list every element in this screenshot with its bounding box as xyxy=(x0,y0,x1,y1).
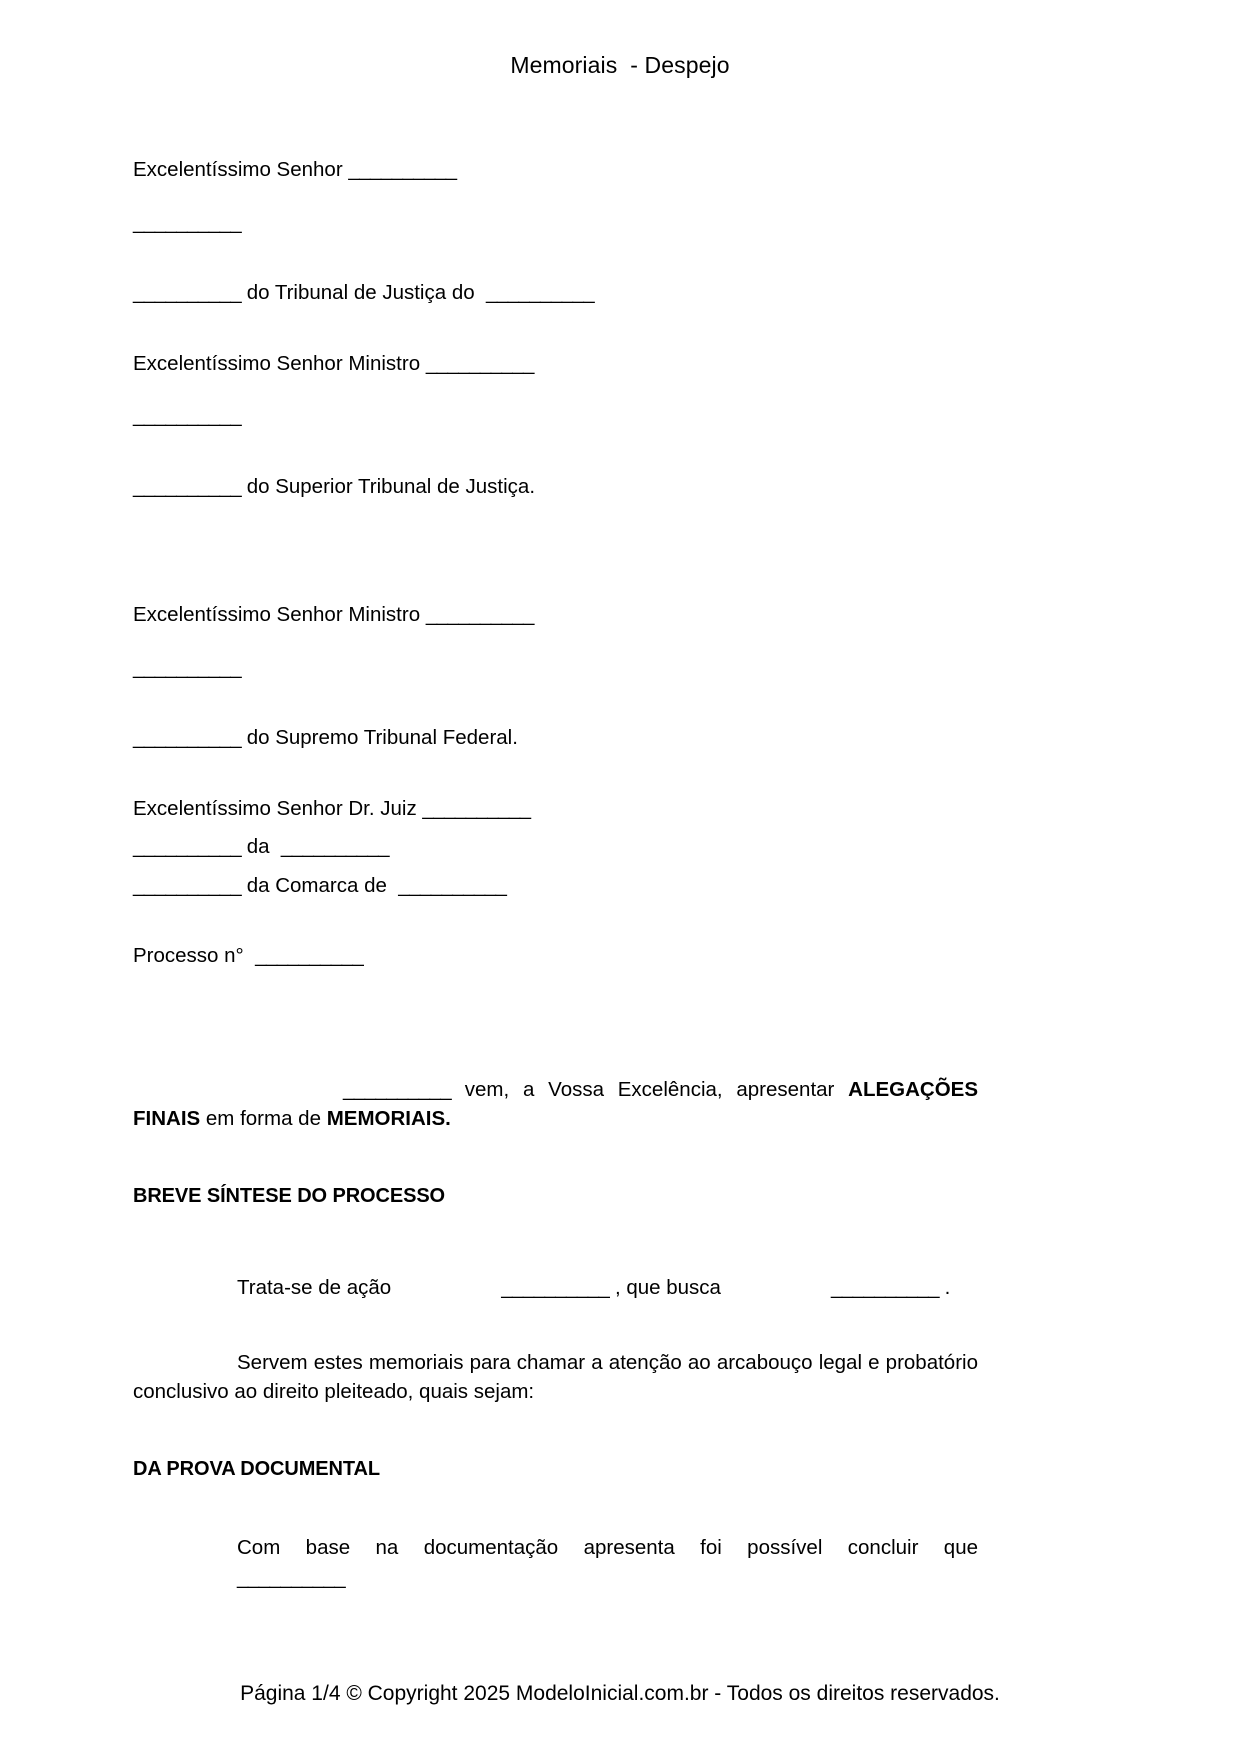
blank-field-comarca-2[interactable]: __________ xyxy=(398,873,507,897)
processo-line xyxy=(133,946,978,967)
processo-label: Processo n° xyxy=(133,944,256,967)
intro-memoriais: MEMORIAIS. xyxy=(326,1106,451,1130)
intro-text: vem, a Vossa Excelência, apresentar xyxy=(451,1077,849,1101)
blank-field-acao-tipo[interactable]: __________ xyxy=(501,1275,610,1299)
addressing-line-senhor xyxy=(133,160,978,181)
blank-field-juiz-vara-2[interactable]: __________ xyxy=(280,835,389,858)
blank-field-tribunal-justica-1[interactable]: __________ xyxy=(133,281,242,304)
addressing-line-ministro-stf-2 xyxy=(133,655,978,679)
addressing-line-juiz xyxy=(133,796,978,820)
blank-field-ministro-stf-1[interactable]: __________ xyxy=(425,603,534,626)
blank-field-acao-objeto[interactable]: __________ xyxy=(830,1275,939,1299)
blank-field-tribunal-justica-2[interactable]: __________ xyxy=(486,281,595,304)
addressing-line-supremo-tribunal xyxy=(133,728,978,749)
blank-field-prova-documental[interactable]: __________ xyxy=(237,1565,346,1589)
section-heading-breve-sintese: BREVE SÍNTESE DO PROCESSO xyxy=(133,1184,446,1207)
blank-field-supremo-tribunal[interactable]: __________ xyxy=(133,726,242,749)
blank-field-ministro-stf-2[interactable]: __________ xyxy=(133,655,242,679)
blank-field-ministro-stj-2[interactable]: __________ xyxy=(133,404,242,427)
intro-alegacoes-finais: ALEGAÇÕES FINAIS xyxy=(133,1077,978,1130)
blank-field-intro[interactable]: __________ xyxy=(343,1077,452,1101)
addressing-line-superior-tribunal xyxy=(133,474,978,498)
addressing-line-juiz-vara xyxy=(133,837,978,858)
blank-field-senhor-1[interactable]: __________ xyxy=(348,158,457,181)
blank-field-comarca-1[interactable]: __________ xyxy=(133,873,242,897)
addressing-supremo-tribunal-label: do Supremo Tribunal Federal. xyxy=(241,726,518,749)
addressing-line-ministro-stj xyxy=(133,351,978,375)
addressing-line-ministro-stf xyxy=(133,605,978,626)
document-body xyxy=(133,160,978,1592)
addressing-tribunal-justica-label: do Tribunal de Justiça do xyxy=(241,281,487,304)
addressing-ministro-stf-label: Excelentíssimo Senhor Ministro xyxy=(133,603,426,626)
prova-documental-blank-line xyxy=(133,1563,978,1592)
section-heading-prova-documental: DA PROVA DOCUMENTAL xyxy=(133,1458,380,1481)
addressing-line-senhor-2 xyxy=(133,210,978,234)
blank-field-processo[interactable]: __________ xyxy=(255,944,364,967)
addressing-line-ministro-stj-2 xyxy=(133,406,978,427)
addressing-comarca-label: da Comarca de xyxy=(241,873,399,897)
trata-se-line xyxy=(133,1275,978,1299)
servem-memoriais-paragraph: Servem estes memoriais para chamar a atenção ao arcabouço legal e probatório conclusivo ao direito pleiteado, quais sejam: xyxy=(133,1351,978,1404)
addressing-juiz-da-label: da xyxy=(241,835,281,858)
prova-documental-paragraph xyxy=(133,1533,978,1562)
addressing-line-comarca xyxy=(133,873,978,897)
blank-field-ministro-stj-1[interactable]: __________ xyxy=(425,351,534,375)
blank-field-juiz-vara-1[interactable]: __________ xyxy=(133,835,242,858)
addressing-senhor-label: Excelentíssimo Senhor xyxy=(133,158,349,181)
addressing-juiz-label: Excelentíssimo Senhor Dr. Juiz xyxy=(133,796,423,820)
prova-documental-text: Com base na documentação apresenta foi possível concluir que xyxy=(237,1536,978,1560)
addressing-ministro-stj-label: Excelentíssimo Senhor Ministro xyxy=(133,351,426,375)
intro-paragraph xyxy=(133,1075,978,1133)
addressing-superior-tribunal-label: do Superior Tribunal de Justiça. xyxy=(241,474,536,498)
trata-se-period: . xyxy=(944,1275,951,1299)
page-title: Memoriais - Despejo xyxy=(510,52,730,78)
page-footer: Página 1/4 © Copyright 2025 ModeloInicial.com.br - Todos os direitos reservados. xyxy=(240,1681,1000,1705)
blank-field-senhor-2[interactable]: __________ xyxy=(133,210,242,234)
addressing-line-tribunal-justica xyxy=(133,283,978,304)
que-busca-label: , que busca xyxy=(614,1275,721,1299)
intro-text-2: em forma de xyxy=(205,1106,327,1130)
trata-se-label: Trata-se de ação xyxy=(237,1275,392,1299)
blank-field-superior-tribunal[interactable]: __________ xyxy=(133,474,242,498)
blank-field-juiz-1[interactable]: __________ xyxy=(422,796,531,820)
